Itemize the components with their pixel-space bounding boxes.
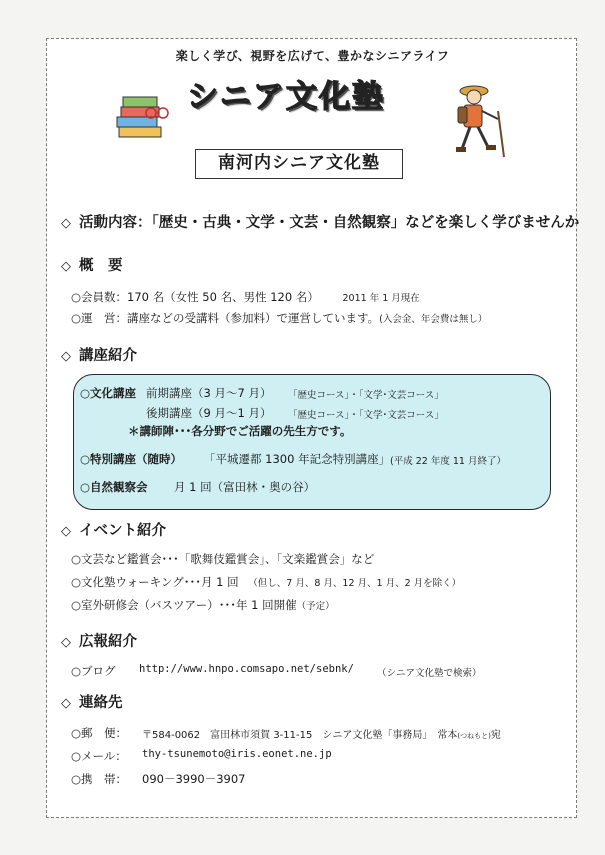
members-text: ○会員数：170 名（女性 50 名、男性 120 名） (71, 290, 319, 304)
operation-text: ○運 営：講座などの受講料（参加料）で運営しています。 (71, 311, 380, 325)
contact-heading-text: 連絡先 (79, 695, 123, 711)
members-date: 2011 年 1 月現在 (342, 293, 420, 304)
culture-course-label: ○文化講座 (80, 386, 137, 400)
books-icon (111, 91, 171, 151)
first-term: 前期講座（3 月～7 月） (146, 386, 272, 400)
contact-post-address: 〒584-0062 富田林市須賀 3-11-15 シニア文化塾「事務局」 常本 (142, 730, 458, 741)
diamond-icon: ◇ (61, 216, 71, 231)
flyer-page (46, 38, 580, 818)
nature-course-detail: 月 1 回（富田林・奥の谷） (174, 480, 316, 494)
diamond-icon: ◇ (61, 349, 71, 364)
walking-note: （但し、7 月、8 月、12 月、1 月、2 月を除く） (248, 578, 462, 589)
activity-heading-text: 活動内容：「歴史・古典・文学・文芸・自然観察」などを楽しく学びませんか (79, 215, 580, 231)
event-item: ○文芸など鑑賞会･･･「歌舞伎鑑賞会」、「文楽鑑賞会」など (71, 552, 375, 566)
pr-heading (61, 630, 137, 651)
tagline: 楽しく学び、視野を広げて、豊かなシニアライフ (175, 49, 450, 63)
event-item (71, 574, 461, 590)
contact-post-suffix: 宛 (490, 730, 501, 741)
subtitle-box: 南河内シニア文化塾 (195, 149, 403, 179)
courses-heading (61, 344, 137, 365)
special-course-note: (平成 22 年度 11 月終了） (390, 456, 506, 467)
nature-course-label: ○自然観察会 (80, 480, 148, 494)
event-item-text: ○文化塾ウォーキング･･･月 1 回 (71, 575, 239, 589)
contact-mail-label: ○メール： (71, 749, 127, 763)
page-title: シニア文化塾 (187, 79, 385, 115)
events-heading (61, 519, 166, 540)
operation-note: (入会金、年会費は無し） (379, 314, 488, 325)
events-heading-text: イベント紹介 (79, 523, 166, 539)
blog-url-link[interactable]: http://www.hnpo.comsapo.net/sebnk/ (139, 663, 354, 675)
contact-phone-label: ○携 帯： (71, 772, 128, 786)
second-term: 後期講座（9 月～1 月） (146, 406, 272, 420)
lecturers-note: ＊講師陣･･･各分野でご活躍の先生方です。 (128, 424, 352, 438)
courses-heading-text: 講座紹介 (79, 348, 137, 364)
contact-post-reading: (つねもと) (457, 732, 491, 740)
diamond-icon: ◇ (61, 635, 71, 650)
contact-phone-number: 090－3990－3907 (142, 772, 246, 786)
overview-heading-text: 概 要 (79, 258, 123, 274)
overview-members (71, 289, 420, 305)
trip-note: （予定） (296, 601, 335, 612)
overview-operation (71, 310, 487, 326)
overview-heading (61, 254, 123, 275)
contact-mail-link[interactable]: thy-tsunemoto@iris.eonet.ne.jp (142, 748, 332, 760)
blog-label: ○ブログ (71, 664, 116, 678)
event-item-text: ○室外研修会（バスツアー）･･･年 1 回開催 (71, 598, 297, 612)
diamond-icon: ◇ (61, 524, 71, 539)
special-course-label: ○特別講座（随時） (80, 452, 183, 466)
diamond-icon: ◇ (61, 259, 71, 274)
hiker-icon (442, 81, 512, 161)
first-term-courses: 「歴史コース」・「文学･文芸コース」 (288, 390, 444, 401)
special-course-name: 「平城遷都 1300 年記念特別講座」 (204, 452, 391, 466)
contact-post (142, 726, 501, 741)
blog-note: （シニア文化塾で検索） (377, 668, 482, 679)
contact-heading (61, 691, 123, 712)
event-item (71, 597, 335, 613)
pr-heading-text: 広報紹介 (79, 634, 137, 650)
second-term-courses: 「歴史コース」・「文学･文芸コース」 (288, 410, 444, 421)
contact-post-label: ○郵 便： (71, 726, 128, 740)
diamond-icon: ◇ (61, 696, 71, 711)
courses-callout (73, 374, 551, 510)
activity-heading (61, 211, 579, 232)
